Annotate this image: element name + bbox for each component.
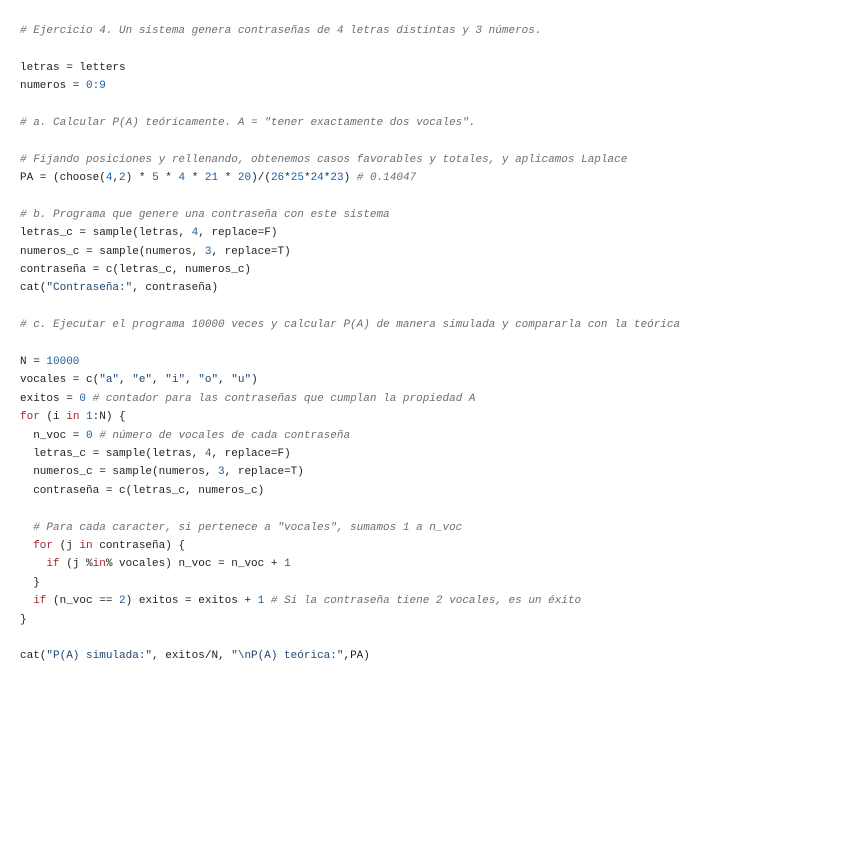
code-text: * [185, 172, 205, 185]
code-line [20, 574, 828, 592]
code-line [20, 59, 828, 77]
code-number: 3 [218, 466, 225, 479]
code-text: ) [343, 172, 357, 185]
code-text: contraseña = c(letras_c, numeros_c) [20, 484, 265, 497]
code-text: * [158, 172, 179, 185]
code-text [20, 558, 46, 570]
code-text: N = [20, 356, 47, 369]
blank-line [20, 96, 828, 114]
code-text: contraseña = c(letras_c, numeros_c) [20, 264, 252, 277]
code-text: (n_voc == [46, 595, 120, 608]
code-line [20, 224, 828, 242]
code-keyword: if [33, 595, 47, 608]
code-keyword: if [46, 558, 60, 571]
code-text: )/( [251, 172, 271, 185]
code-string: "u" [231, 374, 252, 387]
code-line [20, 408, 828, 426]
code-line [20, 537, 828, 555]
code-text: cat( [20, 650, 47, 663]
code-text: , contraseña) [132, 282, 219, 295]
blank-line [20, 132, 828, 150]
code-number: 3 [204, 245, 212, 258]
code-keyword: for [33, 539, 54, 552]
code-line [20, 611, 828, 629]
code-text: (j [53, 539, 80, 552]
code-number: 1 [284, 558, 291, 571]
code-text: letras_c = sample(letras, [20, 447, 205, 460]
code-comment: # Si la contraseña tiene 2 vocales, es un éxito [270, 595, 582, 608]
code-number: 4 [105, 172, 113, 185]
code-text: numeros_c = sample(numeros, [20, 245, 205, 258]
code-text: % vocales) n_voc = n_voc + [105, 558, 285, 571]
code-text: * [284, 172, 291, 185]
code-number: 20 [237, 172, 252, 185]
code-number: 0:9 [86, 80, 106, 93]
code-text [264, 595, 271, 607]
code-text: cat( [20, 282, 47, 295]
code-text: , replace=F) [198, 227, 278, 240]
code-number: 4 [204, 447, 212, 460]
code-text: ) * [125, 172, 153, 185]
code-text [20, 595, 33, 607]
code-text: , [152, 374, 166, 387]
code-line [20, 592, 828, 610]
code-line [20, 647, 828, 665]
code-text [20, 522, 33, 534]
code-text: , exitos/N, [152, 650, 232, 663]
code-string: "o" [198, 374, 219, 387]
code-text: :N) { [92, 411, 126, 424]
blank-line [20, 500, 828, 518]
code-text: ) [251, 374, 258, 387]
code-text: , [218, 374, 232, 387]
code-text: vocales = c( [20, 374, 100, 387]
code-text: letras_c = sample(letras, [20, 227, 192, 240]
code-keyword: in [92, 558, 106, 571]
code-line [20, 555, 828, 573]
code-comment: # c. Ejecutar el programa 10000 veces y calcular P(A) de manera simulada y compararla con la teórica [20, 319, 681, 332]
code-line [20, 279, 828, 297]
code-text: , replace=T) [211, 245, 291, 258]
code-text: numeros_c = sample(numeros, [20, 466, 219, 479]
code-text: letras = letters [20, 61, 126, 74]
code-line [20, 22, 828, 40]
code-number: 25 [290, 172, 304, 185]
code-comment: # contador para las contraseñas que cumplan la propiedad A [92, 392, 476, 405]
code-number: 21 [204, 172, 219, 185]
code-line [20, 353, 828, 371]
code-keyword: for [20, 411, 40, 424]
code-line [20, 482, 828, 500]
code-comment: # b. Programa que genere una contraseña con este sistema [20, 208, 390, 221]
code-text: , [185, 374, 199, 387]
code-number: 4 [178, 172, 186, 185]
code-number: 1 [86, 411, 93, 424]
code-string: "Contraseña:" [46, 282, 133, 295]
code-line [20, 77, 828, 95]
code-text [20, 540, 33, 552]
code-number: 4 [191, 227, 199, 240]
code-text: numeros = [20, 80, 87, 93]
code-line [20, 445, 828, 463]
code-line [20, 243, 828, 261]
code-text [86, 393, 93, 405]
code-text: } [20, 576, 40, 589]
blank-line [20, 40, 828, 58]
code-string: "i" [165, 374, 186, 387]
code-line [20, 206, 828, 224]
code-text: * [218, 172, 238, 185]
code-line [20, 261, 828, 279]
code-number: 1 [257, 595, 265, 608]
code-comment: # número de vocales de cada contraseña [99, 429, 351, 442]
code-comment: # 0.14047 [356, 172, 417, 185]
code-comment: # Ejercicio 4. Un sistema genera contraseñas de 4 letras distintas y 3 números. [20, 25, 542, 37]
code-text: , replace=T) [224, 466, 304, 479]
code-text: , [112, 172, 120, 185]
code-line [20, 390, 828, 408]
blank-line [20, 629, 828, 647]
code-comment: # Fijando posiciones y rellenando, obtenemos casos favorables y totales, y aplicamos Laplace [20, 153, 628, 166]
code-line [20, 427, 828, 445]
blank-line [20, 188, 828, 206]
code-string: "a" [99, 374, 120, 387]
code-text: (j % [59, 558, 93, 571]
code-line [20, 519, 828, 537]
code-number: 10000 [46, 356, 80, 369]
code-number: 24 [310, 172, 324, 185]
code-string: "e" [132, 374, 153, 387]
code-keyword: in [66, 411, 80, 424]
code-text: PA = (choose( [20, 172, 106, 185]
code-text: , [119, 374, 133, 387]
code-line [20, 169, 828, 187]
code-number: 0 [86, 429, 93, 442]
code-number: 23 [330, 172, 344, 185]
code-string: "\nP(A) teórica:" [231, 650, 344, 663]
code-text: (i [39, 411, 67, 424]
blank-line [20, 335, 828, 353]
code-number: 2 [119, 172, 126, 185]
code-number: 5 [152, 172, 159, 185]
code-text: , replace=F) [211, 447, 291, 460]
code-line [20, 463, 828, 481]
code-text: ) exitos = exitos + [125, 595, 258, 608]
code-text: n_voc = [20, 429, 87, 442]
code-line [20, 151, 828, 169]
code-number: 2 [119, 595, 126, 608]
code-text: } [20, 613, 27, 626]
code-line [20, 316, 828, 334]
code-line [20, 114, 828, 132]
code-text: contraseña) { [92, 539, 186, 552]
code-comment: # Para cada caracter, si pertenece a "vocales", sumamos 1 a n_voc [33, 521, 463, 534]
blank-line [20, 298, 828, 316]
code-comment: # a. Calcular P(A) teóricamente. A = "tener exactamente dos vocales". [20, 116, 476, 129]
code-text: * [323, 172, 331, 185]
code-number: 26 [270, 172, 285, 185]
code-string: "P(A) simulada:" [46, 650, 153, 663]
code-text: exitos = [20, 392, 80, 405]
code-number: 0 [79, 392, 87, 405]
code-text: ,PA) [343, 650, 370, 663]
code-line [20, 371, 828, 389]
code-keyword: in [79, 539, 93, 552]
code-text: * [303, 172, 311, 185]
